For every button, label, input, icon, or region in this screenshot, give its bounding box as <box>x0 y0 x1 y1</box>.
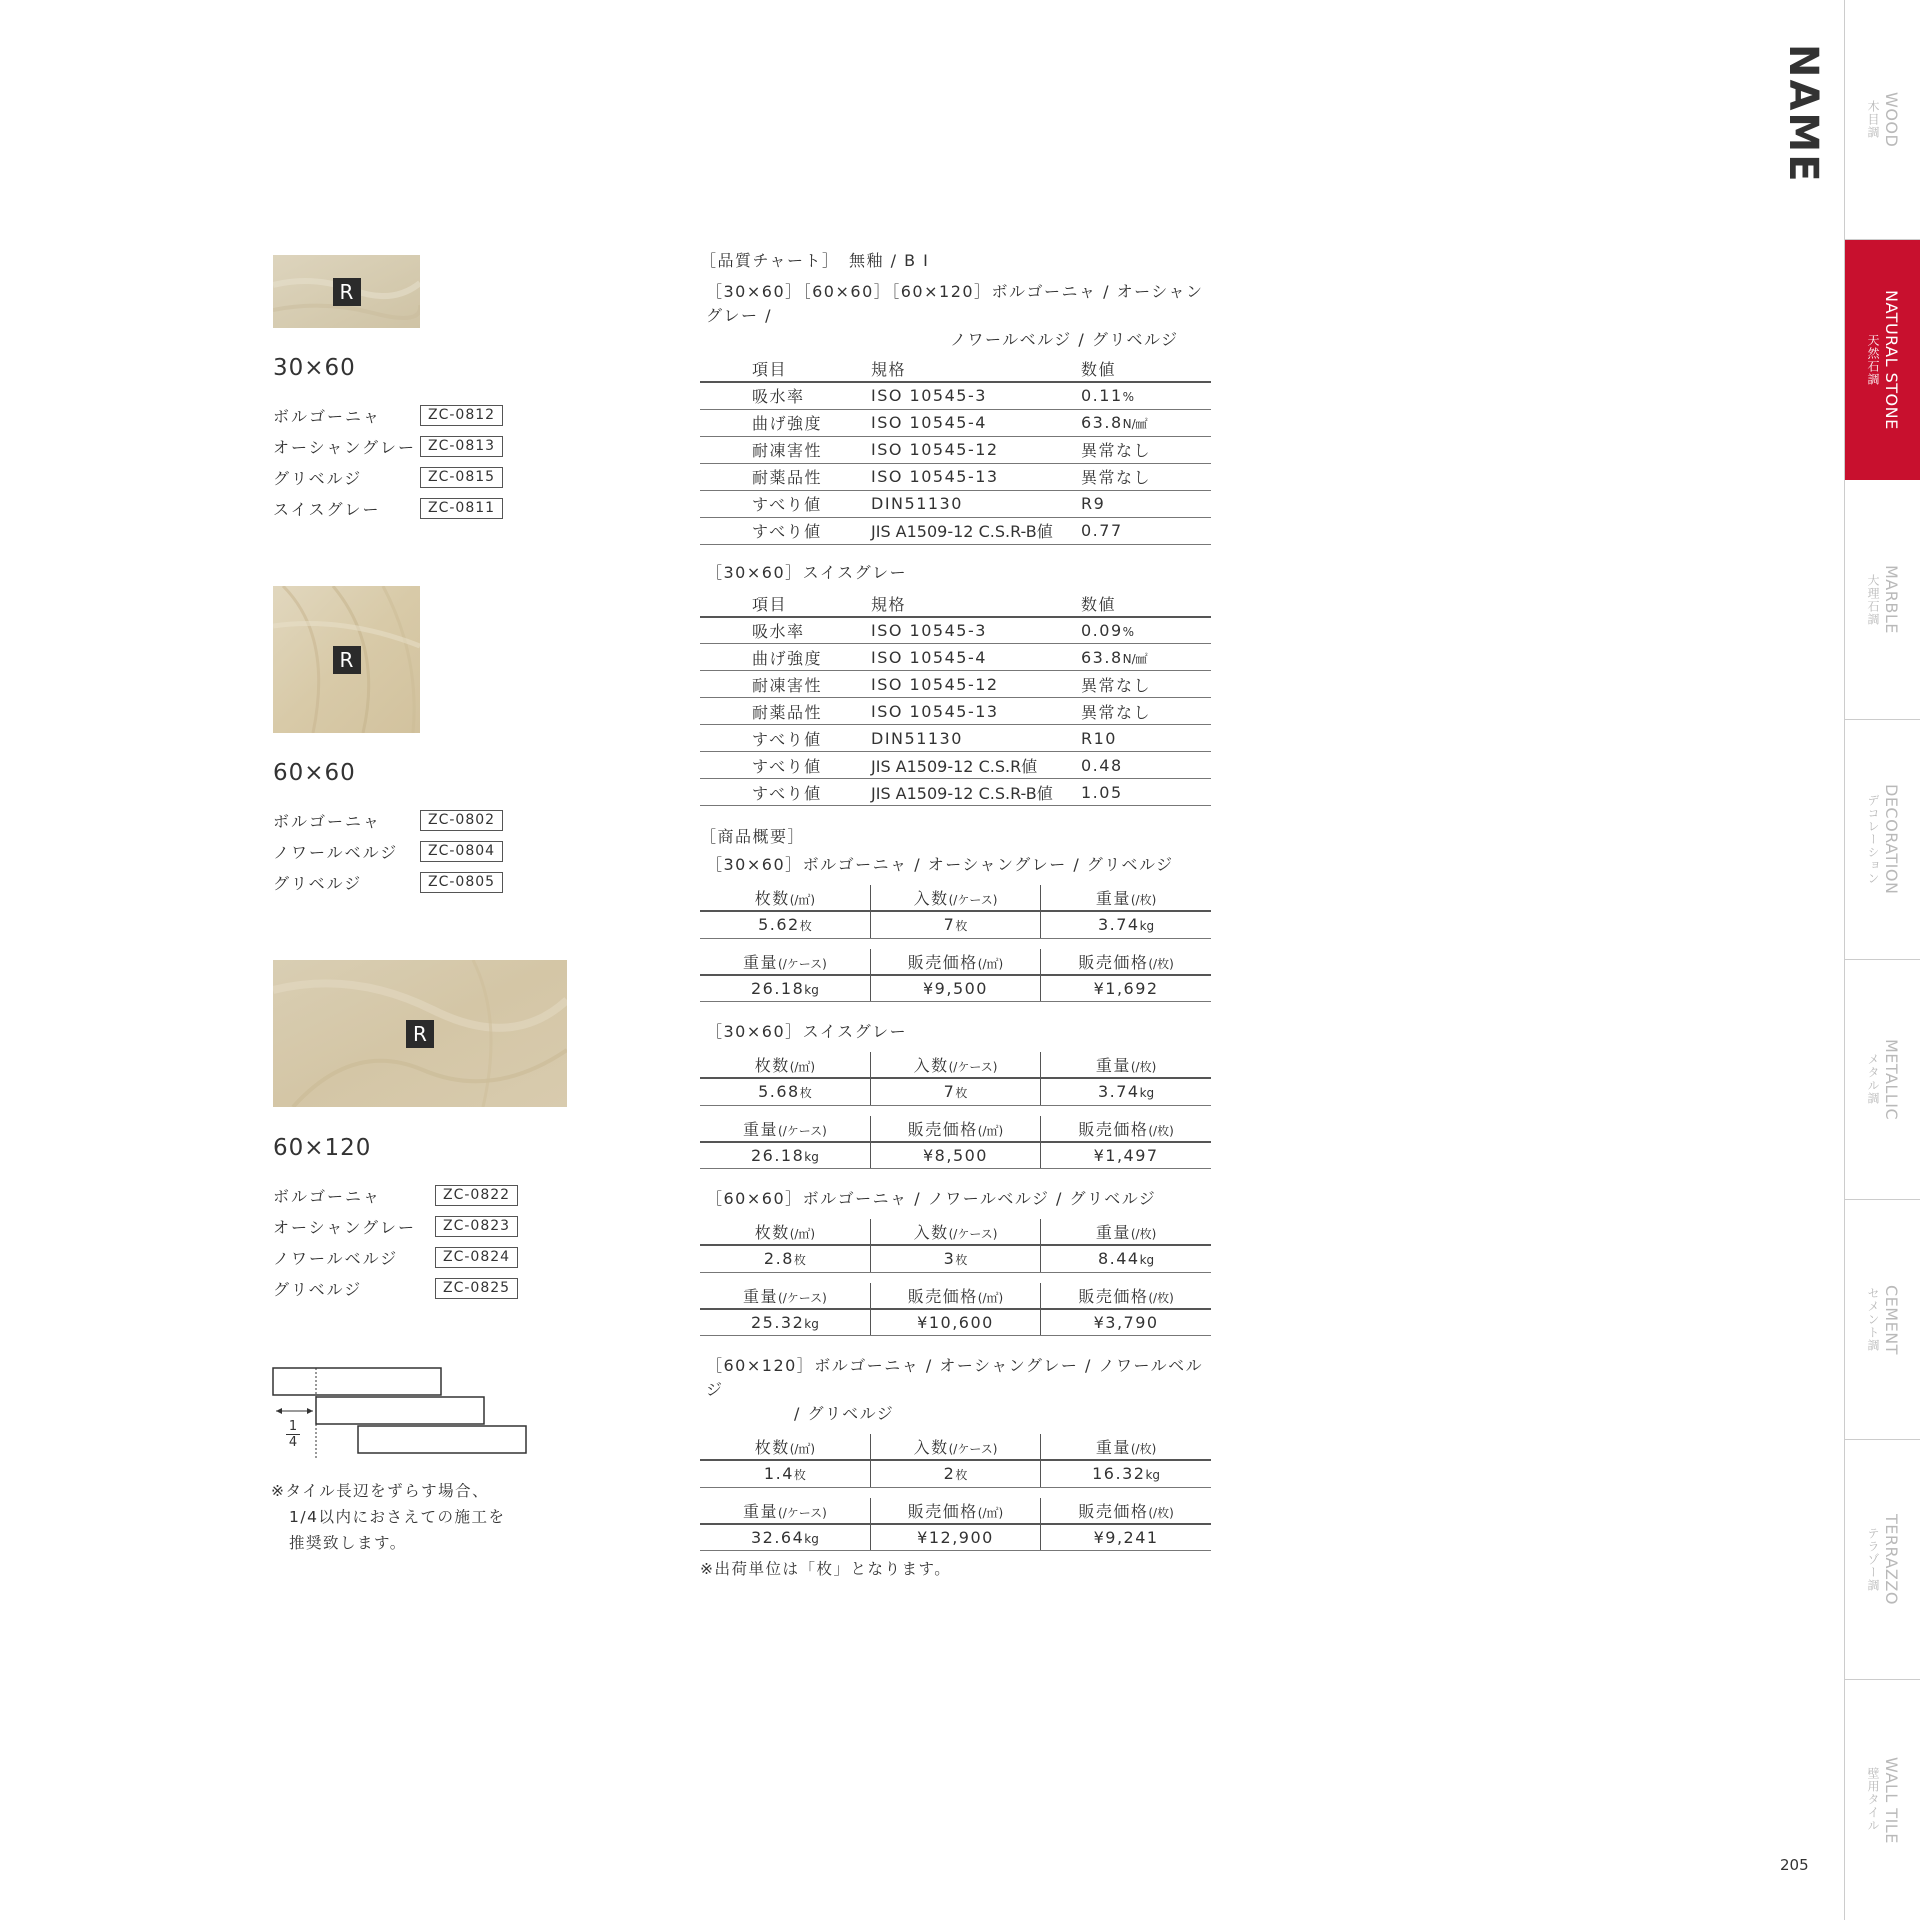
code-list-60x120 <box>273 1180 518 1304</box>
nav-item-cement[interactable]: CEMENT セメント調 <box>1845 1200 1920 1440</box>
column-header: 枚数(/㎡) <box>700 1219 870 1245</box>
table-row: 耐凍害性 ISO 10545-12 異常なし <box>700 436 1211 463</box>
quality-chart-title: ［品質チャート］ 無釉 / B I <box>700 251 930 270</box>
table-row: 1.4枚 2枚 16.32kg <box>700 1460 1211 1487</box>
table-row: 26.18kg ¥9,500 ¥1,692 <box>700 975 1211 1002</box>
product-heading-4: ［60×120］ボルゴーニャ / オーシャングレー / ノワールベルジ / グリベルジ <box>706 1356 1204 1423</box>
table-row: 曲げ強度 ISO 10545-4 63.8N/㎟ <box>700 644 1211 671</box>
column-header: 販売価格(/㎡) <box>870 1116 1040 1142</box>
product-table-2a <box>700 1052 1211 1106</box>
quality-table-1 <box>700 356 1211 545</box>
product-table-3a <box>700 1219 1211 1273</box>
tile-swatch-60x60 <box>273 586 420 733</box>
table-row: 吸水率 ISO 10545-3 0.09% <box>700 617 1211 644</box>
product-table-1b <box>700 949 1211 1003</box>
product-heading-3: ［60×60］ボルゴーニャ / ノワールベルジ / グリベルジ <box>706 1189 1157 1208</box>
list-item: グリベルジ ZC-0805 <box>273 867 503 898</box>
product-heading-1: ［30×60］ボルゴーニャ / オーシャングレー / グリベルジ <box>706 855 1174 874</box>
column-header: 重量(/枚) <box>1041 1052 1211 1078</box>
table-row: 2.8枚 3枚 8.44kg <box>700 1245 1211 1272</box>
offset-layout-diagram <box>272 1366 532 1458</box>
product-code: ZC-0822 <box>435 1185 518 1206</box>
column-header: 数値 <box>1081 356 1211 382</box>
product-table-3b <box>700 1283 1211 1337</box>
column-header: 重量(/ケース) <box>700 1283 870 1309</box>
column-header: 項目 <box>700 356 871 382</box>
list-item: スイスグレー ZC-0811 <box>273 493 503 524</box>
table-row: 耐薬品性 ISO 10545-13 異常なし <box>700 463 1211 490</box>
table-row: すべり値 JIS A1509-12 C.S.R-B値 1.05 <box>700 779 1211 806</box>
product-code: ZC-0805 <box>420 872 503 893</box>
column-header: 規格 <box>871 356 1081 382</box>
column-header: 販売価格(/㎡) <box>870 1498 1040 1524</box>
list-item: グリベルジ ZC-0825 <box>273 1273 518 1304</box>
table-row: すべり値 DIN51130 R10 <box>700 725 1211 752</box>
column-header: 枚数(/㎡) <box>700 1434 870 1460</box>
product-table-1a <box>700 885 1211 939</box>
nav-item-wall-tile[interactable]: WALL TILE 壁用タイル <box>1866 1756 1901 1844</box>
product-code: ZC-0802 <box>420 810 503 831</box>
column-header: 販売価格(/枚) <box>1041 1283 1211 1309</box>
table-row: 曲げ強度 ISO 10545-4 63.8N/㎟ <box>700 409 1211 436</box>
size-title-60x60: 60×60 <box>273 760 356 786</box>
code-list-30x60 <box>273 400 503 524</box>
list-item: ノワールベルジ ZC-0824 <box>273 1242 518 1273</box>
nav-item-decoration[interactable]: DECORATION デコレーション <box>1845 720 1920 960</box>
product-heading-2: ［30×60］スイスグレー <box>706 1022 908 1041</box>
r-badge: R <box>333 646 361 674</box>
nav-item-terrazzo[interactable]: TERRAZZO テラゾー調 <box>1845 1440 1920 1680</box>
column-header: 入数(/ケース) <box>870 1219 1040 1245</box>
table-row: 25.32kg ¥10,600 ¥3,790 <box>700 1309 1211 1336</box>
table-row: 耐薬品性 ISO 10545-13 異常なし <box>700 698 1211 725</box>
page-number: 205 <box>1780 1856 1809 1874</box>
column-header: 数値 <box>1081 591 1211 617</box>
quality-heading-2: ［30×60］スイスグレー <box>706 562 908 582</box>
nav-item-metallic[interactable]: METALLIC メタル調 <box>1845 960 1920 1200</box>
table-row: 耐凍害性 ISO 10545-12 異常なし <box>700 671 1211 698</box>
product-summary-title: ［商品概要］ <box>700 827 806 846</box>
list-item: グリベルジ ZC-0815 <box>273 462 503 493</box>
column-header: 項目 <box>700 591 871 617</box>
code-list-60x60 <box>273 805 503 898</box>
column-header: 販売価格(/枚) <box>1041 1116 1211 1142</box>
table-row: 32.64kg ¥12,900 ¥9,241 <box>700 1524 1211 1551</box>
list-item: ボルゴーニャ ZC-0812 <box>273 400 503 431</box>
product-code: ZC-0811 <box>420 498 503 519</box>
product-code: ZC-0824 <box>435 1247 518 1268</box>
quality-table-2 <box>700 591 1211 807</box>
product-code: ZC-0815 <box>420 467 503 488</box>
product-code: ZC-0823 <box>435 1216 518 1237</box>
product-code: ZC-0812 <box>420 405 503 426</box>
product-table-4b <box>700 1498 1211 1552</box>
column-header: 入数(/ケース) <box>870 1434 1040 1460</box>
column-header: 重量(/ケース) <box>700 949 870 975</box>
table-row: 26.18kg ¥8,500 ¥1,497 <box>700 1142 1211 1169</box>
column-header: 枚数(/㎡) <box>700 1052 870 1078</box>
list-item: ノワールベルジ ZC-0804 <box>273 836 503 867</box>
column-header: 入数(/ケース) <box>870 885 1040 911</box>
spec-column <box>700 248 1211 1579</box>
table-row: 5.62枚 7枚 3.74kg <box>700 911 1211 938</box>
shipping-footnote: ※出荷単位は「枚」となります。 <box>700 1560 952 1578</box>
column-header: 重量(/枚) <box>1041 1219 1211 1245</box>
product-code: ZC-0813 <box>420 436 503 457</box>
product-code: ZC-0804 <box>420 841 503 862</box>
quality-heading-1: ［30×60］［60×60］［60×120］ボルゴーニャ / オーシャングレー / ノワールベルジ / グリベルジ <box>706 282 1204 349</box>
tile-swatch-60x120 <box>273 960 567 1107</box>
list-item: オーシャングレー ZC-0823 <box>273 1211 518 1242</box>
list-item: ボルゴーニャ ZC-0802 <box>273 805 503 836</box>
page-title: NAME <box>1780 44 1826 184</box>
column-header: 入数(/ケース) <box>870 1052 1040 1078</box>
size-title-60x120: 60×120 <box>273 1135 372 1161</box>
column-header: 規格 <box>871 591 1081 617</box>
column-header: 重量(/ケース) <box>700 1116 870 1142</box>
list-item: オーシャングレー ZC-0813 <box>273 431 503 462</box>
nav-item-marble[interactable]: MARBLE 大理石調 <box>1845 480 1920 720</box>
tile-swatch-30x60 <box>273 255 420 328</box>
r-badge: R <box>333 278 361 306</box>
column-header: 販売価格(/㎡) <box>870 1283 1040 1309</box>
column-header: 販売価格(/㎡) <box>870 949 1040 975</box>
category-side-nav <box>1844 0 1920 1920</box>
r-badge: R <box>406 1020 434 1048</box>
product-table-4a <box>700 1434 1211 1488</box>
column-header: 販売価格(/枚) <box>1041 949 1211 975</box>
column-header: 重量(/ケース) <box>700 1498 870 1524</box>
product-table-2b <box>700 1116 1211 1170</box>
size-title-30x60: 30×60 <box>273 355 356 381</box>
nav-item-natural-stone[interactable]: NATURAL STONE 天然石調 <box>1845 240 1920 480</box>
table-row: 5.68枚 7枚 3.74kg <box>700 1078 1211 1105</box>
table-row: すべり値 JIS A1509-12 C.S.R-B値 0.77 <box>700 517 1211 544</box>
table-row: すべり値 JIS A1509-12 C.S.R値 0.48 <box>700 752 1211 779</box>
fraction-label: 1 4 <box>286 1419 300 1450</box>
column-header: 販売価格(/枚) <box>1041 1498 1211 1524</box>
column-header: 枚数(/㎡) <box>700 885 870 911</box>
column-header: 重量(/枚) <box>1041 1434 1211 1460</box>
table-row: すべり値 DIN51130 R9 <box>700 490 1211 517</box>
nav-item-wood[interactable]: WOOD 木目調 <box>1845 0 1920 240</box>
column-header: 重量(/枚) <box>1041 885 1211 911</box>
product-code: ZC-0825 <box>435 1278 518 1299</box>
table-row: 吸水率 ISO 10545-3 0.11% <box>700 382 1211 409</box>
layout-note: ※タイル長辺をずらす場合、 1/4以内におさえての施工を 推奨致します。 <box>271 1482 506 1552</box>
list-item: ボルゴーニャ ZC-0822 <box>273 1180 518 1211</box>
